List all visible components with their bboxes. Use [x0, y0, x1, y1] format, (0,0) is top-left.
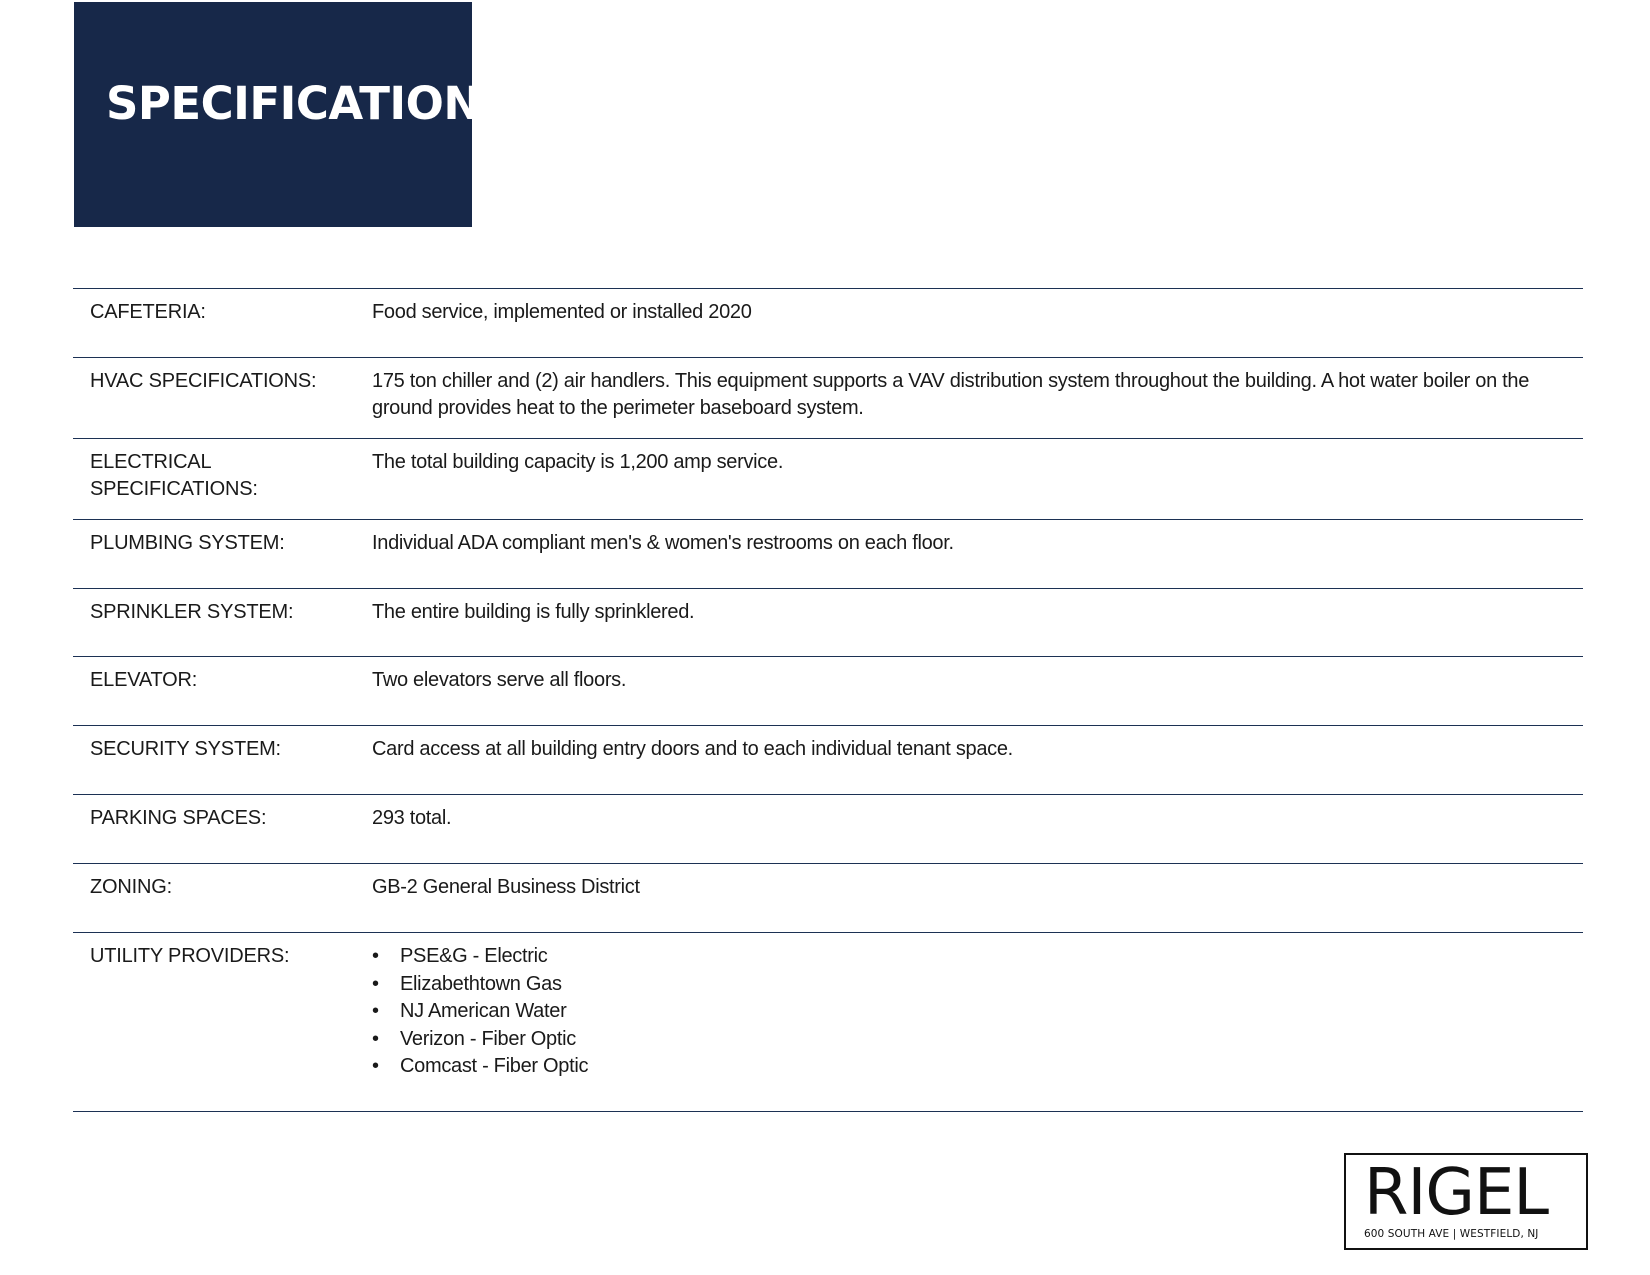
spec-value — [372, 943, 1573, 1081]
spec-label: PARKING SPACES: — [90, 807, 267, 829]
rigel-logo — [1344, 1153, 1588, 1250]
spec-label: UTILITY PROVIDERS: — [90, 945, 290, 967]
spec-row-hvac — [73, 357, 1583, 438]
spec-label: PLUMBING SYSTEM: — [90, 532, 285, 554]
spec-row-electrical — [73, 438, 1583, 519]
utility-providers-list — [372, 943, 1573, 1081]
spec-value: 175 ton chiller and (2) air handlers. This equipment supports a VAV distribution system throughout the building. A hot water boiler on the ground provides heat to the perimeter baseboard system. — [372, 370, 1530, 419]
header-block — [74, 2, 513, 227]
spec-label: SPRINKLER SYSTEM: — [90, 601, 294, 623]
spec-value: 293 total. — [372, 807, 452, 829]
spec-value: Card access at all building entry doors and to each individual tenant space. — [372, 738, 1013, 760]
spec-value: Individual ADA compliant men's & women's restrooms on each floor. — [372, 532, 954, 554]
spec-value: The total building capacity is 1,200 amp service. — [372, 451, 784, 473]
spec-row-sprinkler — [73, 588, 1583, 656]
logo-address: 600 SOUTH AVE | WESTFIELD, NJ — [1364, 1228, 1539, 1240]
logo-wordmark: RIGEL — [1364, 1156, 1549, 1230]
spec-value: Food service, implemented or installed 2020 — [372, 301, 752, 323]
spec-row-parking — [73, 794, 1583, 863]
spec-row-security — [73, 725, 1583, 794]
spec-row-cafeteria — [73, 288, 1583, 357]
spec-label: SECURITY SYSTEM: — [90, 738, 281, 760]
list-item: • PSE&G - Electric — [372, 943, 1573, 971]
spec-label: CAFETERIA: — [90, 301, 206, 323]
spec-label: HVAC SPECIFICATIONS: — [90, 370, 317, 392]
list-item: • Elizabethtown Gas — [372, 971, 1573, 999]
spec-row-plumbing — [73, 519, 1583, 588]
specifications-table — [73, 288, 1583, 1112]
page-title: SPECIFICATIONS — [106, 77, 513, 130]
spec-row-utility-providers — [73, 932, 1583, 1112]
spec-value: The entire building is fully sprinklered. — [372, 601, 695, 623]
spec-row-elevator — [73, 656, 1583, 725]
list-item: • Comcast - Fiber Optic — [372, 1053, 1573, 1081]
spec-label: ZONING: — [90, 876, 172, 898]
spec-label: ELEVATOR: — [90, 669, 198, 691]
list-item: • Verizon - Fiber Optic — [372, 1026, 1573, 1054]
spec-value: GB-2 General Business District — [372, 876, 640, 898]
spec-label: ELECTRICAL SPECIFICATIONS: — [90, 451, 258, 500]
spec-value: Two elevators serve all floors. — [372, 669, 627, 691]
list-item: • NJ American Water — [372, 998, 1573, 1026]
spec-row-zoning — [73, 863, 1583, 932]
